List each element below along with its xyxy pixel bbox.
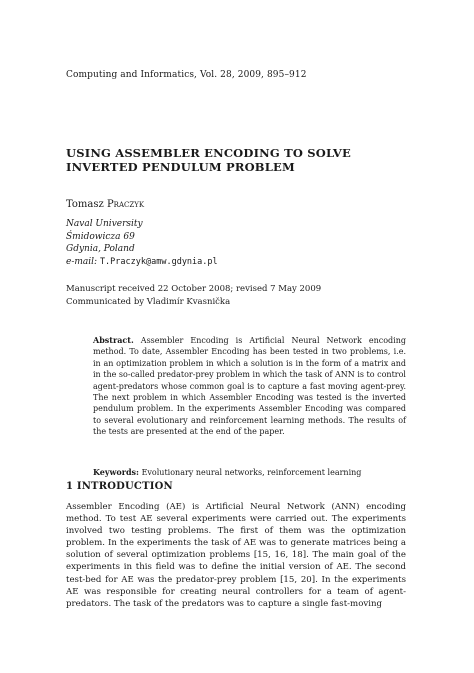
received-line: Manuscript received 22 October 2008; revised 7 May 2009	[66, 284, 322, 294]
email-label: e-mail:	[66, 256, 98, 267]
keywords-label: Keywords:	[93, 467, 140, 477]
communicated-line: Communicated by Vladimír Kvasnička	[66, 296, 231, 307]
author-first-name: Tomasz	[66, 199, 104, 210]
affiliation	[66, 218, 218, 268]
abstract	[93, 335, 406, 438]
title-line-2: INVERTED PENDULUM PROBLEM	[66, 160, 295, 174]
author-last-name: Praczyk	[106, 199, 145, 210]
email-address[interactable]: T.Praczyk@amw.gdynia.pl	[99, 256, 218, 267]
affiliation-line-3: Gdynia, Poland	[66, 244, 135, 254]
section-heading: 1 INTRODUCTION	[66, 481, 173, 492]
keywords-text: Evolutionary neural networks, reinforcement learning	[141, 468, 362, 477]
paper-title	[66, 146, 351, 174]
affiliation-line-1: Naval University	[66, 219, 143, 229]
title-line-1: USING ASSEMBLER ENCODING TO SOLVE	[66, 146, 352, 160]
affiliation-line-2: Śmidowicza 69	[66, 231, 135, 242]
journal-header: Computing and Informatics, Vol. 28, 2009, 895–912	[66, 70, 307, 80]
body-paragraph: Assembler Encoding (AE) is Artificial Neural Network (ANN) encoding method. To test AE several experiments were carried out. The experiments involved two testing problems. The first of them was the optimization problem. In the experiments the task of AE was to generate matrices being a solution of several optimization problems [15, 16, 18]. The main goal of the experiments in this field was to define the initial version of AE. The second test-bed for AE was the predator-prey problem [15, 20]. In the experiments AE was responsible for creating neural controllers for a team of agent-predators. The task of the predators was to capture a single fast-moving	[66, 502, 406, 609]
author-name	[66, 199, 144, 210]
keywords	[93, 467, 413, 477]
email-line	[66, 256, 218, 269]
abstract-text: Assembler Encoding is Artificial Neural Network encoding method. To date, Assembler Encoding has been tested in two problems, i.e. in an optimization problem in which a solution is in the form of a matrix and in the so-called predator-prey problem in which the task of ANN is to control agent-predators whose common goal is to capture a fast moving agent-prey. The next problem in which Assembler Encoding was tested is the inverted pendulum problem. In the experiments Assembler Encoding was compared to several evolutionary and reinforcement learning methods. The results of the tests are presented at the end of the paper.	[93, 336, 407, 437]
abstract-label: Abstract.	[93, 335, 134, 345]
manuscript-info	[66, 283, 321, 308]
